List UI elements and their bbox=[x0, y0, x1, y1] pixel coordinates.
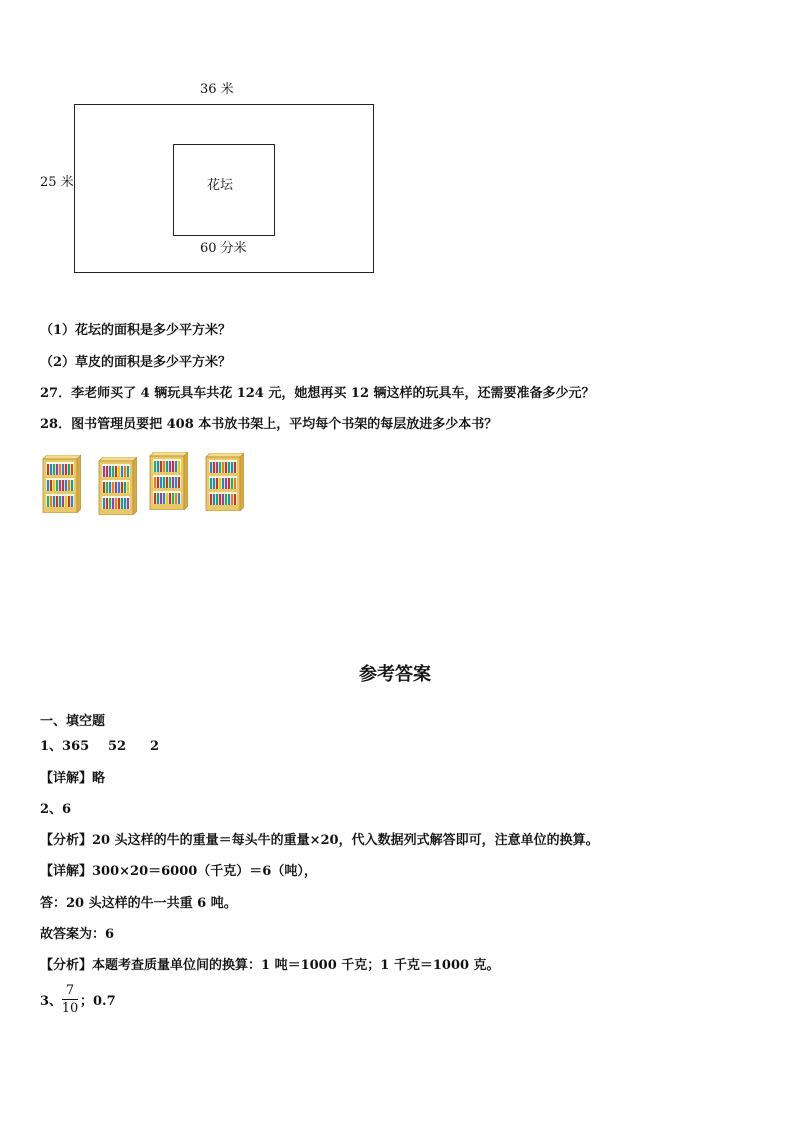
diagram-top-label: 36 米 bbox=[200, 82, 234, 97]
fraction-denominator: 10 bbox=[61, 1001, 79, 1016]
bookshelf-icon bbox=[146, 452, 188, 510]
answer-2-answer: 答：20 头这样的牛一共重 6 吨。 bbox=[40, 896, 237, 911]
diagram-bottom-label: 60 分米 bbox=[200, 241, 247, 256]
question-26-2: （2）草皮的面积是多少平方米？ bbox=[40, 355, 232, 370]
answer-3-fraction bbox=[60, 982, 80, 1017]
answer-2-final: 故答案为：6 bbox=[40, 927, 115, 942]
answer-1-b: 52 bbox=[108, 739, 127, 754]
answer-3-num: 3、 bbox=[40, 994, 63, 1009]
answer-3-rest: ；0.7 bbox=[80, 994, 116, 1009]
flowerbed-label: 花坛 bbox=[207, 178, 234, 193]
diagram-left-label: 25 米 bbox=[40, 175, 74, 190]
answer-1-detail: 【详解】略 bbox=[40, 771, 106, 786]
bookshelf-icon bbox=[202, 453, 244, 511]
question-26-1: （1）花坛的面积是多少平方米？ bbox=[40, 323, 232, 338]
fraction-numerator: 7 bbox=[65, 983, 75, 998]
answer-2-analysis-2: 【分析】本题考查质量单位间的换算：1 吨＝1000 千克；1 千克＝1000 克。 bbox=[40, 958, 500, 973]
bookshelf-icon bbox=[39, 455, 81, 513]
question-27: 27．李老师买了 4 辆玩具车共花 124 元，她想再买 12 辆这样的玩具车，还需要准备多少元？ bbox=[40, 386, 595, 401]
answers-title: 参考答案 bbox=[359, 664, 431, 685]
question-28: 28．图书管理员要把 408 本书放书架上，平均每个书架的每层放进多少本书？ bbox=[40, 417, 498, 432]
section-heading: 一、填空题 bbox=[40, 714, 106, 729]
answer-2-detail: 【详解】300×20＝6000（千克）＝6（吨）， bbox=[40, 864, 317, 879]
answer-2-num: 2、6 bbox=[40, 802, 72, 817]
answer-2-analysis: 【分析】20 头这样的牛的重量＝每头牛的重量×20，代入数据列式解答即可，注意单位的换算。 bbox=[40, 833, 599, 848]
answer-1-num: 1、365 bbox=[40, 739, 90, 754]
answer-1-c: 2 bbox=[150, 739, 160, 754]
bookshelf-icon bbox=[95, 457, 137, 515]
